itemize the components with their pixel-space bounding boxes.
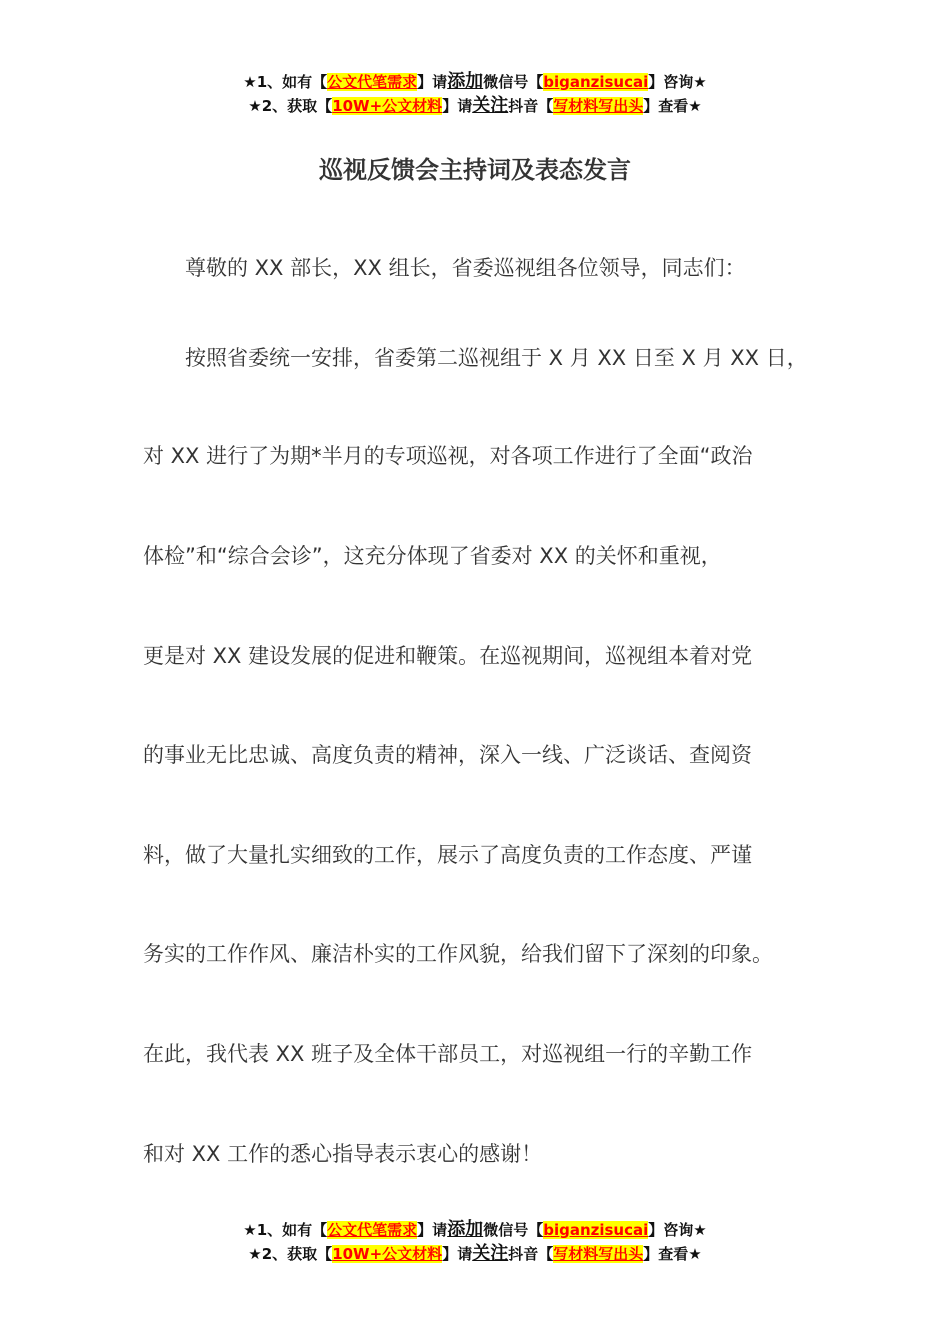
promo-text: ★1、如有【 [243, 73, 328, 91]
promo-highlight: 公文代笔需求 [327, 73, 418, 91]
promo-line-2 [0, 1242, 950, 1266]
promo-emphasis: 关注 [472, 1243, 509, 1264]
promo-highlight: 10W+公文材料 [332, 1245, 443, 1263]
promo-text: 微信号【 [483, 1221, 544, 1239]
promo-highlight: 公文代笔需求 [327, 1221, 418, 1239]
body-line: 的事业无比忠诚、高度负责的精神，深入一线、广泛谈话、查阅资 [143, 743, 752, 767]
body-line: 体检”和“综合会诊”，这充分体现了省委对 XX 的关怀和重视， [143, 544, 722, 568]
promo-text: 】请 [417, 1221, 448, 1239]
body-line: 务实的工作作风、廉洁朴实的工作风貌，给我们留下了深刻的印象。 [143, 942, 773, 966]
promo-text: 】咨询★ [648, 1221, 707, 1239]
promo-emphasis: 添加 [447, 1219, 484, 1240]
promo-line-1 [0, 70, 950, 94]
promo-text: ★1、如有【 [243, 1221, 328, 1239]
promo-wechat-id: biganzisucai [543, 1221, 649, 1239]
body-line: 更是对 XX 建设发展的促进和鞭策。在巡视期间，巡视组本着对党 [143, 644, 753, 668]
document-title: 巡视反馈会主持词及表态发言 [319, 156, 631, 184]
promo-text: 抖音【 [508, 1245, 554, 1263]
body-line: 对 XX 进行了为期*半月的专项巡视，对各项工作进行了全面“政治 [143, 444, 753, 468]
promo-text: 】请 [442, 1245, 473, 1263]
promo-douyin-id: 写材料写出头 [553, 1245, 644, 1263]
promo-text: 】查看★ [643, 97, 702, 115]
promo-text: ★2、获取【 [248, 97, 333, 115]
promo-text: 】咨询★ [648, 73, 707, 91]
body-line: 按照省委统一安排，省委第二巡视组于 X 月 XX 日至 X 月 XX 日， [185, 346, 808, 370]
promo-text: 抖音【 [508, 97, 554, 115]
body-line: 和对 XX 工作的悉心指导表示衷心的感谢！ [143, 1142, 543, 1166]
salutation: 尊敬的 XX 部长，XX 组长，省委巡视组各位领导，同志们： [185, 256, 746, 280]
promo-text: ★2、获取【 [248, 1245, 333, 1263]
promo-banner-bottom [0, 1218, 950, 1266]
promo-douyin-id: 写材料写出头 [553, 97, 644, 115]
promo-text: 】请 [442, 97, 473, 115]
promo-line-2 [0, 94, 950, 118]
promo-banner-top [0, 70, 950, 118]
promo-emphasis: 添加 [447, 71, 484, 92]
promo-text: 】查看★ [643, 1245, 702, 1263]
promo-emphasis: 关注 [472, 95, 509, 116]
promo-wechat-id: biganzisucai [543, 73, 649, 91]
promo-highlight: 10W+公文材料 [332, 97, 443, 115]
body-line: 在此，我代表 XX 班子及全体干部员工，对巡视组一行的辛勤工作 [143, 1042, 753, 1066]
body-line: 料，做了大量扎实细致的工作，展示了高度负责的工作态度、严谨 [143, 843, 752, 867]
promo-line-1 [0, 1218, 950, 1242]
promo-text: 微信号【 [483, 73, 544, 91]
promo-text: 】请 [417, 73, 448, 91]
